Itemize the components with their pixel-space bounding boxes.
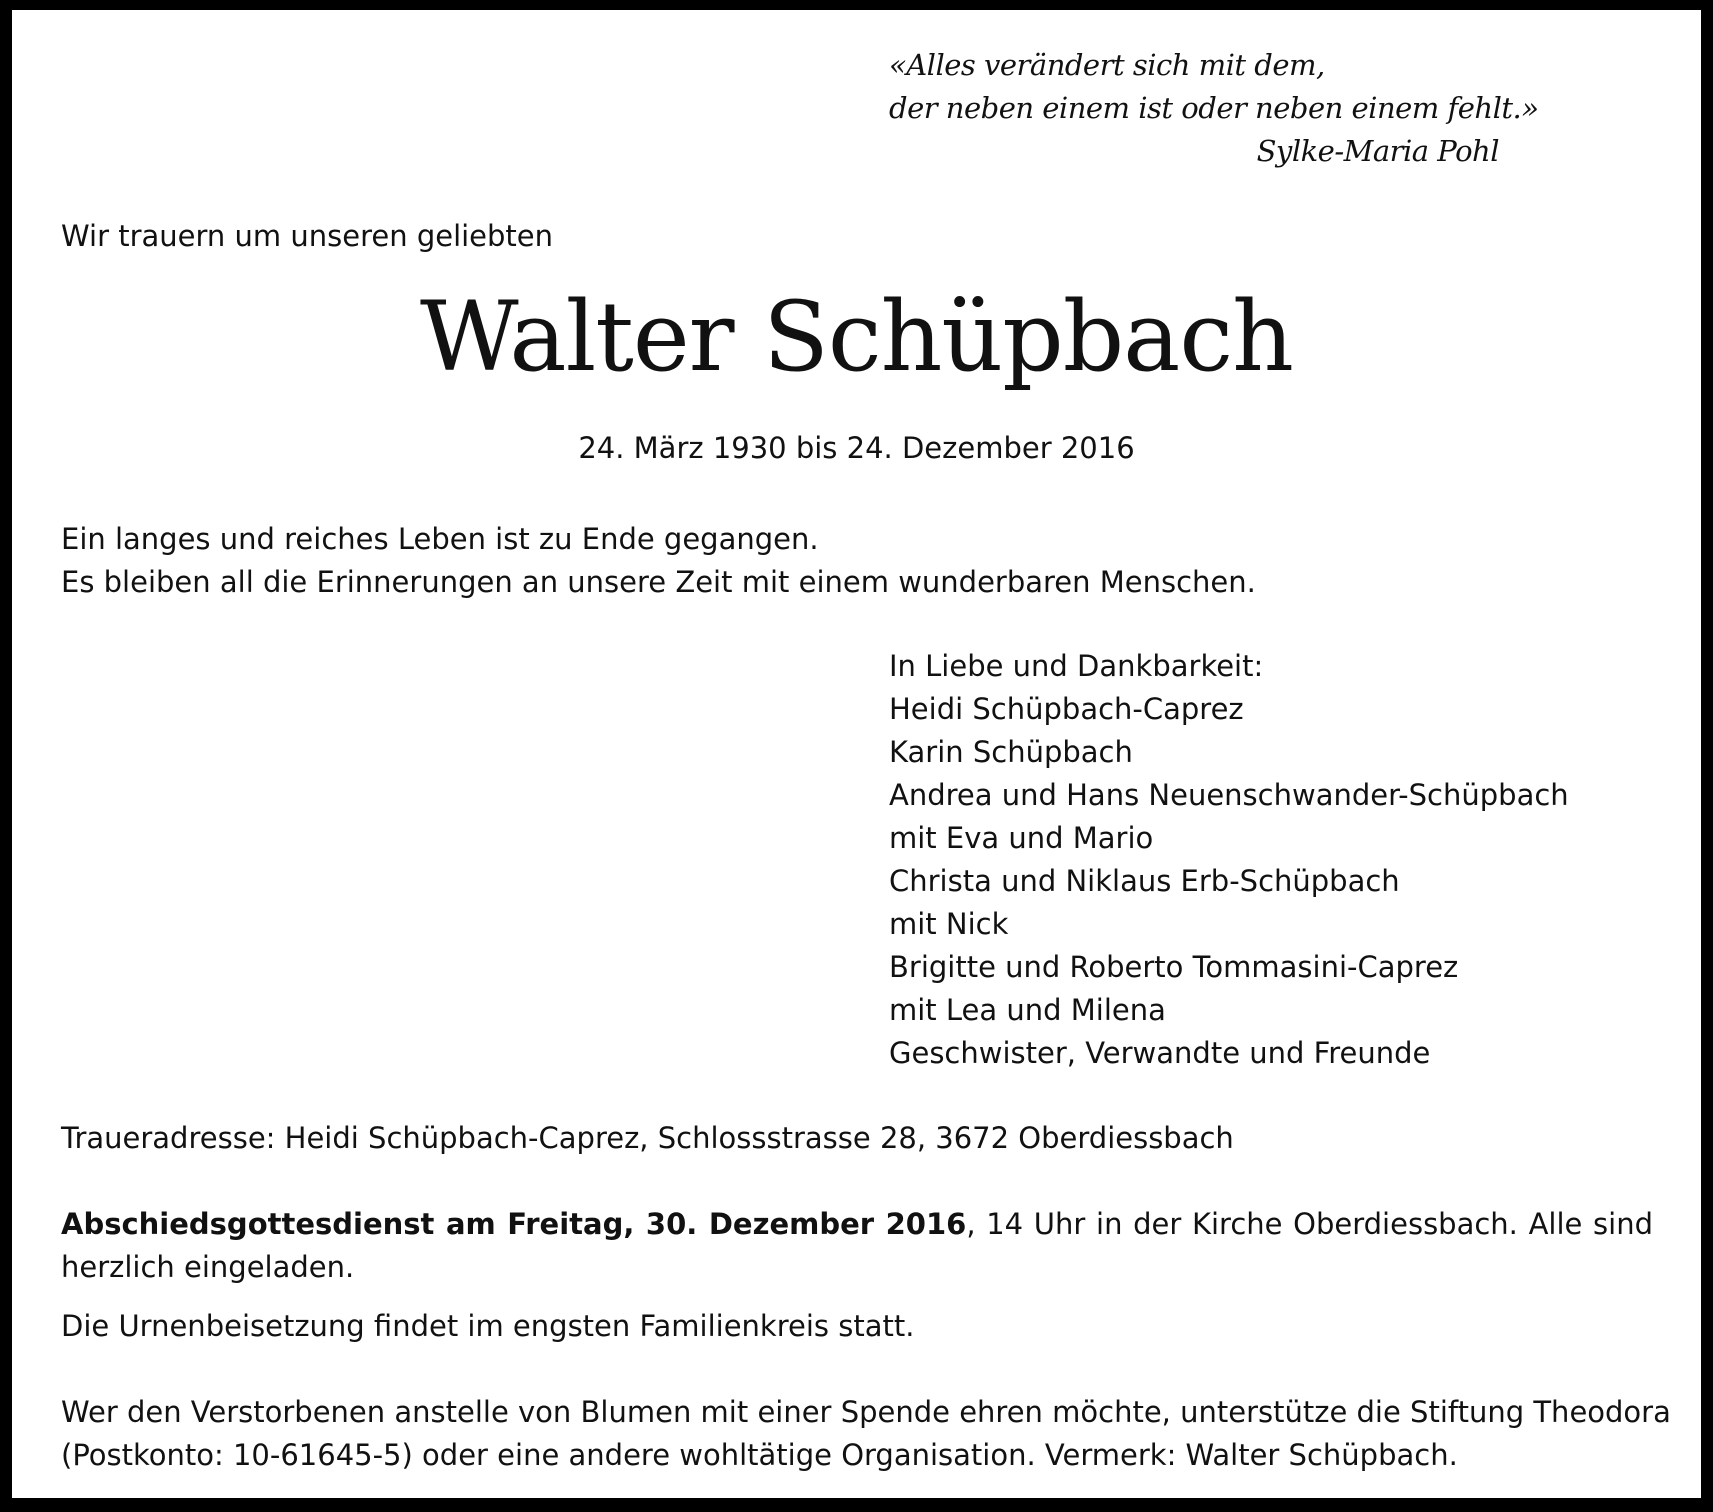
life-dates: 24. März 1930 bis 24. Dezember 2016 (578, 431, 1135, 465)
mourner-entry: mit Eva und Mario (889, 821, 1154, 855)
mourner-entry: Geschwister, Verwandte und Freunde (889, 1036, 1431, 1070)
tribute-line: Es bleiben all die Erinnerungen an unsere Zeit mit einem wunderbaren Menschen. (61, 565, 1256, 599)
urn-burial-note: Die Urnenbeisetzung findet im engsten Familienkreis statt. (61, 1309, 915, 1343)
tribute-text (61, 518, 1256, 604)
mourner-entry: Christa und Niklaus Erb-Schüpbach (889, 864, 1400, 898)
donation-line: (Postkonto: 10-61645-5) oder eine andere wohltätige Organisation. Vermerk: Walter Schüpbach. (61, 1438, 1458, 1472)
mourner-entry: Karin Schüpbach (889, 735, 1133, 769)
mourners-list (889, 645, 1569, 1075)
mourner-entry: Heidi Schüpbach-Caprez (889, 692, 1244, 726)
deceased-name: Walter Schüpbach (420, 281, 1293, 393)
quote-line-2: der neben einem ist oder neben einem fehlt.» (889, 91, 1539, 125)
mourner-entry: Brigitte und Roberto Tommasini-Caprez (889, 950, 1459, 984)
mourner-entry: mit Lea und Milena (889, 993, 1166, 1027)
donation-line: Wer den Verstorbenen anstelle von Blumen mit einer Spende ehren möchte, unterstütze die Stiftung Theodora (61, 1395, 1671, 1429)
quote-author: Sylke-Maria Pohl (1256, 134, 1499, 168)
mourners-heading: In Liebe und Dankbarkeit: (889, 649, 1264, 683)
mourning-address: Traueradresse: Heidi Schüpbach-Caprez, Schlossstrasse 28, 3672 Oberdiessbach (61, 1121, 1234, 1155)
mourner-entry: Andrea und Hans Neuenschwander-Schüpbach (889, 778, 1569, 812)
service-details: , 14 Uhr in der Kirche Oberdiessbach. Alle sind herzlich eingeladen. (61, 1207, 1653, 1284)
tribute-line: Ein langes und reiches Leben ist zu Ende gegangen. (61, 522, 819, 556)
intro-text: Wir trauern um unseren geliebten (61, 219, 554, 253)
epigraph-quote (889, 44, 1539, 173)
service-announcement (61, 1203, 1653, 1289)
donation-note (61, 1391, 1671, 1477)
mourner-entry: mit Nick (889, 907, 1009, 941)
service-date: Abschiedsgottesdienst am Freitag, 30. Dezember 2016 (61, 1207, 967, 1241)
quote-line-1: «Alles verändert sich mit dem, (889, 48, 1325, 82)
